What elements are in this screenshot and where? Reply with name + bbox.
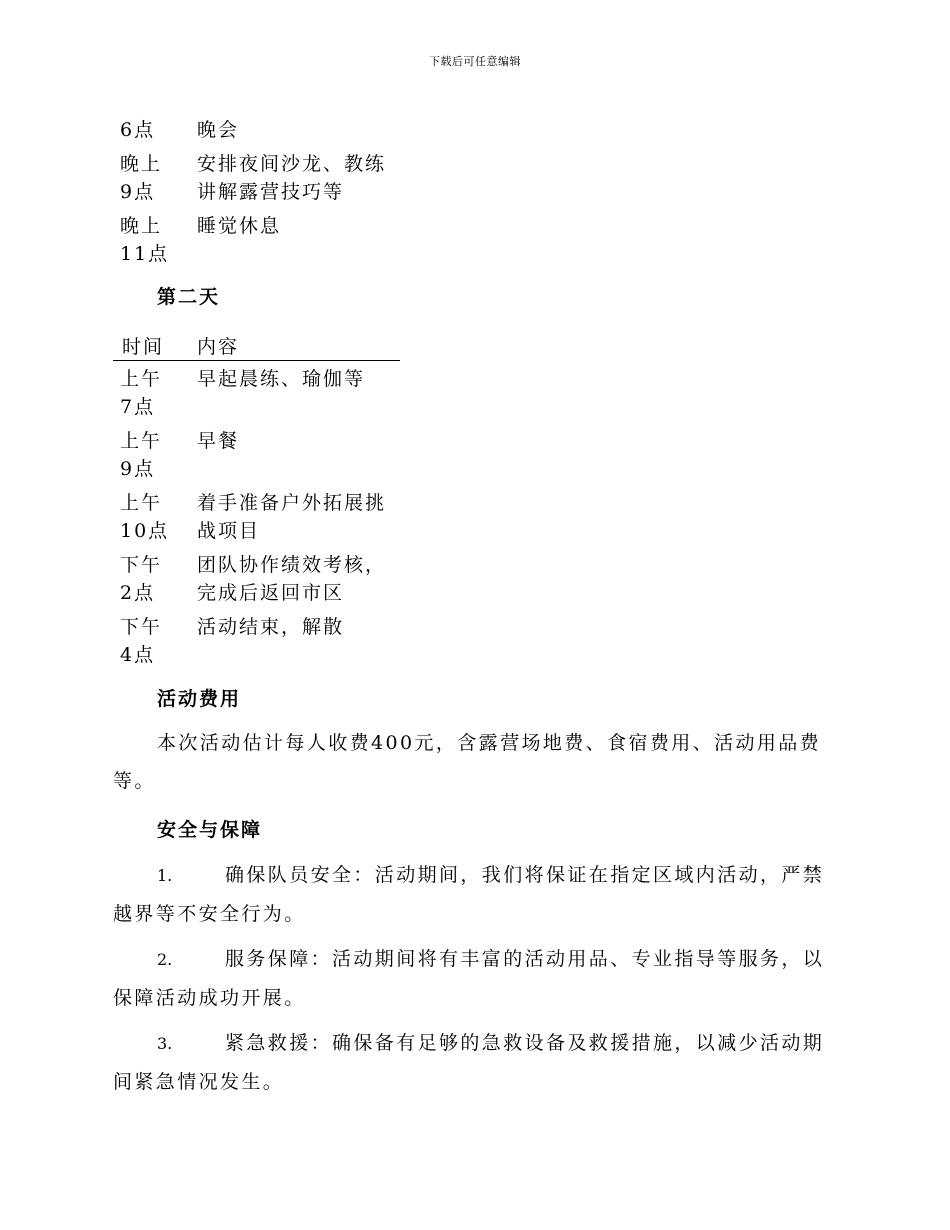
item-number: 3. bbox=[157, 1034, 173, 1053]
item-number: 2. bbox=[157, 950, 173, 969]
schedule-content: 早起晨练、瑜伽等 bbox=[197, 368, 366, 390]
item-text: 确保队员安全：活动期间，我们将保证在指定区域内活动，严禁越界等不安全行为。 bbox=[113, 864, 825, 925]
safety-heading: 安全与保障 bbox=[157, 819, 263, 841]
schedule-time: 上午 7点 bbox=[120, 368, 163, 418]
item-text: 服务保障：活动期间将有丰富的活动用品、专业指导等服务，以保障活动成功开展。 bbox=[113, 948, 825, 1009]
table-header bbox=[113, 330, 400, 361]
schedule-time: 晚上 9点 bbox=[120, 153, 163, 203]
schedule-content: 安排夜间沙龙、教练 讲解露营技巧等 bbox=[197, 153, 387, 203]
schedule-content: 团队协作绩效考核， 完成后返回市区 bbox=[197, 554, 387, 604]
fee-heading: 活动费用 bbox=[157, 688, 242, 710]
column-header-time: 时间 bbox=[122, 336, 165, 358]
schedule-time: 6点 bbox=[120, 119, 156, 141]
fee-paragraph: 本次活动估计每人收费400元，含露营场地费、食宿费用、活动用品费等。 bbox=[113, 732, 822, 792]
safety-item bbox=[113, 940, 833, 1017]
schedule-content: 早餐 bbox=[197, 430, 240, 452]
schedule-content: 睡觉休息 bbox=[197, 215, 282, 237]
item-number: 1. bbox=[157, 866, 173, 885]
day2-heading: 第二天 bbox=[157, 286, 221, 308]
safety-item bbox=[113, 856, 833, 933]
column-header-content: 内容 bbox=[197, 336, 240, 358]
schedule-time: 下午 4点 bbox=[120, 616, 163, 666]
schedule-time: 下午 2点 bbox=[120, 554, 163, 604]
schedule-time: 上午 9点 bbox=[120, 430, 163, 480]
schedule-time: 晚上 11点 bbox=[120, 215, 170, 265]
safety-item bbox=[113, 1024, 833, 1101]
page-header: 下载后可任意编辑 bbox=[429, 55, 521, 68]
schedule-content: 活动结束，解散 bbox=[197, 616, 345, 638]
item-text: 紧急救援：确保备有足够的急救设备及救援措施，以减少活动期间紧急情况发生。 bbox=[113, 1032, 825, 1093]
schedule-time: 上午 10点 bbox=[120, 492, 170, 542]
schedule-content: 晚会 bbox=[197, 119, 240, 141]
schedule-content: 着手准备户外拓展挑 战项目 bbox=[197, 492, 387, 542]
